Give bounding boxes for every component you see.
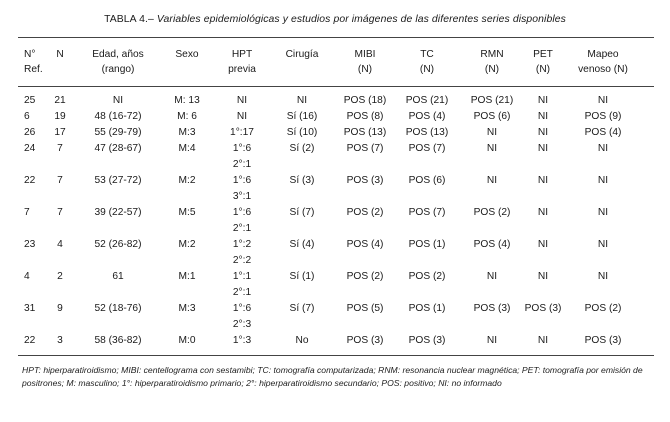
cell-pet: NI: [537, 143, 549, 154]
cell-mapeo: POS (3): [584, 335, 622, 346]
column-header-line2: [162, 62, 212, 77]
cell-hpt-line1: 1°:6: [232, 143, 252, 154]
top-rule: [18, 37, 654, 38]
cell-sexo: M:2: [178, 239, 196, 250]
column-header-mapeo: [568, 47, 638, 77]
column-header-line2: (N): [484, 64, 500, 75]
cell-tc: POS (1): [408, 303, 446, 314]
column-header-line1: PET: [533, 49, 553, 60]
cell-n: 2: [57, 271, 63, 282]
column-header-line1: Mapeo: [587, 49, 619, 60]
cell-pet: NI: [537, 127, 549, 138]
column-header-line1: N°: [24, 49, 36, 60]
cell-tc: POS (6): [408, 175, 446, 186]
cell-sexo: M:5: [178, 207, 196, 218]
cell-tc: POS (7): [408, 143, 446, 154]
cell-rmn: NI: [486, 143, 498, 154]
cell-n: 7: [57, 207, 63, 218]
cell-edad: 39 (22-57): [94, 207, 142, 218]
cell-n: 9: [57, 303, 63, 314]
cell-tc: POS (1): [408, 239, 446, 250]
cell-ref: 23: [24, 239, 36, 250]
cell-hpt-line1: NI: [236, 111, 248, 122]
cell-mibi: POS (8): [346, 111, 384, 122]
column-header-line1: RMN: [480, 49, 504, 60]
cell-hpt-line2: 2°:2: [232, 255, 252, 266]
caption-text: Variables epidemiológicas y estudios por imágenes de las diferentes series disponibles: [156, 14, 566, 25]
column-header-line1: Edad, años: [92, 49, 144, 60]
cell-pet: POS (3): [524, 303, 562, 314]
cell-ref: 25: [24, 95, 36, 106]
cell-mibi: POS (2): [346, 271, 384, 282]
cell-mapeo: POS (4): [584, 127, 622, 138]
cell-pet: NI: [537, 239, 549, 250]
cell-n: 17: [54, 127, 66, 138]
cell-cirugia: Sí (3): [289, 175, 315, 186]
cell-ref: 6: [24, 111, 30, 122]
column-header-line1: MIBI: [354, 49, 376, 60]
cell-ref: 31: [24, 303, 36, 314]
cell-pet: NI: [537, 111, 549, 122]
cell-sexo: M:2: [178, 175, 196, 186]
cell-rmn: NI: [486, 127, 498, 138]
column-header-tc: [397, 47, 457, 77]
cell-ref: 22: [24, 335, 36, 346]
cell-mibi: POS (3): [346, 175, 384, 186]
cell-pet: NI: [537, 175, 549, 186]
cell-mibi: POS (3): [346, 335, 384, 346]
cell-mibi: POS (18): [343, 95, 387, 106]
cell-hpt-line1: 1°:3: [232, 335, 252, 346]
cell-hpt-line1: 1°:6: [232, 207, 252, 218]
cell-rmn: POS (2): [473, 207, 511, 218]
caption-label: TABLA 4.–: [104, 14, 154, 25]
cell-tc: POS (4): [408, 111, 446, 122]
column-header-line2: [272, 62, 332, 77]
cell-hpt-line1: 1°:17: [230, 127, 254, 138]
cell-sexo: M:0: [178, 335, 196, 346]
cell-mapeo: NI: [597, 207, 609, 218]
cell-sexo: M: 6: [177, 111, 197, 122]
table-footnote: HPT: hiperparatiroidismo; MIBI: centellograma con sestamibi; TC: tomografía computarizada; RNM: resonancia nuclear magnética; PET: tomografía por emisión de positrones; M: masculino; 1°: hiperparatiroidismo primario; 2°: hiperparatiroidismo secundario; POS: positivo; NI: no informado: [22, 365, 643, 388]
cell-hpt-line2: 2°:3: [232, 319, 252, 330]
column-header-line1: HPT: [231, 49, 253, 60]
cell-ref: 7: [24, 207, 30, 218]
column-header-sexo: [162, 47, 212, 77]
cell-edad: 52 (26-82): [94, 239, 142, 250]
cell-n: 19: [54, 111, 66, 122]
cell-edad: 47 (28-67): [94, 143, 142, 154]
cell-tc: POS (3): [408, 335, 446, 346]
column-header-line2: venoso (N): [578, 64, 628, 75]
column-header-line2: (rango): [101, 64, 135, 75]
cell-cirugia: Sí (16): [286, 111, 318, 122]
cell-tc: POS (13): [405, 127, 449, 138]
cell-hpt-line1: NI: [236, 95, 248, 106]
column-header-line1: N: [56, 49, 64, 60]
cell-cirugia: Sí (7): [289, 303, 315, 314]
cell-ref: 22: [24, 175, 36, 186]
cell-mapeo: NI: [597, 271, 609, 282]
cell-sexo: M:4: [178, 143, 196, 154]
column-header-line2: [45, 62, 75, 77]
cell-n: 7: [57, 175, 63, 186]
cell-rmn: NI: [486, 271, 498, 282]
cell-edad: 48 (16-72): [94, 111, 142, 122]
cell-hpt-line2: 2°:1: [232, 159, 252, 170]
cell-ref: 26: [24, 127, 36, 138]
cell-hpt-line1: 1°:6: [232, 175, 252, 186]
cell-rmn: NI: [486, 175, 498, 186]
cell-hpt-line1: 1°:6: [232, 303, 252, 314]
cell-mapeo: NI: [597, 239, 609, 250]
cell-hpt: [217, 93, 267, 109]
cell-mapeo: POS (2): [584, 303, 622, 314]
cell-hpt: [217, 141, 267, 173]
cell-pet: NI: [537, 271, 549, 282]
cell-hpt: [217, 237, 267, 269]
cell-hpt-line1: 1°:1: [232, 271, 252, 282]
cell-rmn: POS (4): [473, 239, 511, 250]
column-header-n: [45, 47, 75, 77]
cell-cirugia: Sí (2): [289, 143, 315, 154]
cell-edad: NI: [112, 95, 124, 106]
column-header-line2: (N): [535, 64, 551, 75]
cell-ref: 24: [24, 143, 36, 154]
cell-hpt-line2: 2°:1: [232, 223, 252, 234]
cell-rmn: POS (3): [473, 303, 511, 314]
cell-n: 21: [54, 95, 66, 106]
cell-hpt-line1: 1°:2: [232, 239, 252, 250]
column-header-line1: TC: [420, 49, 434, 60]
cell-hpt: [217, 205, 267, 237]
cell-edad: 53 (27-72): [94, 175, 142, 186]
cell-mapeo: NI: [597, 143, 609, 154]
column-header-pet: [518, 47, 568, 77]
cell-sexo: M:3: [178, 303, 196, 314]
column-header-cirugia: [272, 47, 332, 77]
cell-hpt: [217, 269, 267, 301]
cell-mibi: POS (4): [346, 239, 384, 250]
table-caption: [0, 14, 670, 25]
cell-pet: NI: [537, 95, 549, 106]
cell-ref: 4: [24, 271, 30, 282]
cell-hpt: [217, 125, 267, 141]
column-header-line1: Sexo: [175, 49, 199, 60]
column-header-mibi: [335, 47, 395, 77]
cell-n: 4: [57, 239, 63, 250]
cell-tc: POS (7): [408, 207, 446, 218]
cell-cirugia: Sí (10): [286, 127, 318, 138]
cell-mibi: POS (7): [346, 143, 384, 154]
cell-mibi: POS (2): [346, 207, 384, 218]
cell-edad: 52 (18-76): [94, 303, 142, 314]
cell-cirugia: Sí (4): [289, 239, 315, 250]
cell-edad: 55 (29-79): [94, 127, 142, 138]
cell-sexo: M:1: [178, 271, 196, 282]
column-header-line2: Ref.: [24, 64, 43, 75]
cell-hpt-line2: 2°:1: [232, 287, 252, 298]
cell-hpt: [217, 333, 267, 349]
cell-cirugia: NI: [296, 95, 308, 106]
cell-pet: NI: [537, 207, 549, 218]
column-header-rmn: [462, 47, 522, 77]
cell-rmn: POS (6): [473, 111, 511, 122]
cell-mibi: POS (13): [343, 127, 387, 138]
cell-pet: NI: [537, 335, 549, 346]
column-header-line2: (N): [419, 64, 435, 75]
cell-tc: POS (2): [408, 271, 446, 282]
cell-edad: 58 (36-82): [94, 335, 142, 346]
cell-tc: POS (21): [405, 95, 449, 106]
cell-mapeo: POS (9): [584, 111, 622, 122]
cell-cirugia: Sí (7): [289, 207, 315, 218]
column-header-line2: previa: [228, 64, 256, 75]
cell-rmn: NI: [486, 335, 498, 346]
column-header-line1: Cirugía: [285, 49, 319, 60]
cell-mapeo: NI: [597, 175, 609, 186]
cell-edad: 61: [112, 271, 124, 282]
cell-cirugia: Sí (1): [289, 271, 315, 282]
cell-hpt: [217, 301, 267, 333]
header-rule: [18, 86, 654, 87]
cell-sexo: M: 13: [174, 95, 200, 106]
cell-n: 3: [57, 335, 63, 346]
cell-mibi: POS (5): [346, 303, 384, 314]
column-header-edad: [78, 47, 158, 77]
cell-hpt-line2: 3°:1: [232, 191, 252, 202]
cell-cirugia: No: [295, 335, 309, 346]
cell-hpt: [217, 173, 267, 205]
cell-hpt: [217, 109, 267, 125]
column-header-line2: (N): [357, 64, 373, 75]
cell-sexo: M:3: [178, 127, 196, 138]
cell-mapeo: NI: [597, 95, 609, 106]
cell-rmn: POS (21): [470, 95, 514, 106]
cell-n: 7: [57, 143, 63, 154]
bottom-rule: [18, 355, 654, 356]
column-header-hpt: [217, 47, 267, 77]
